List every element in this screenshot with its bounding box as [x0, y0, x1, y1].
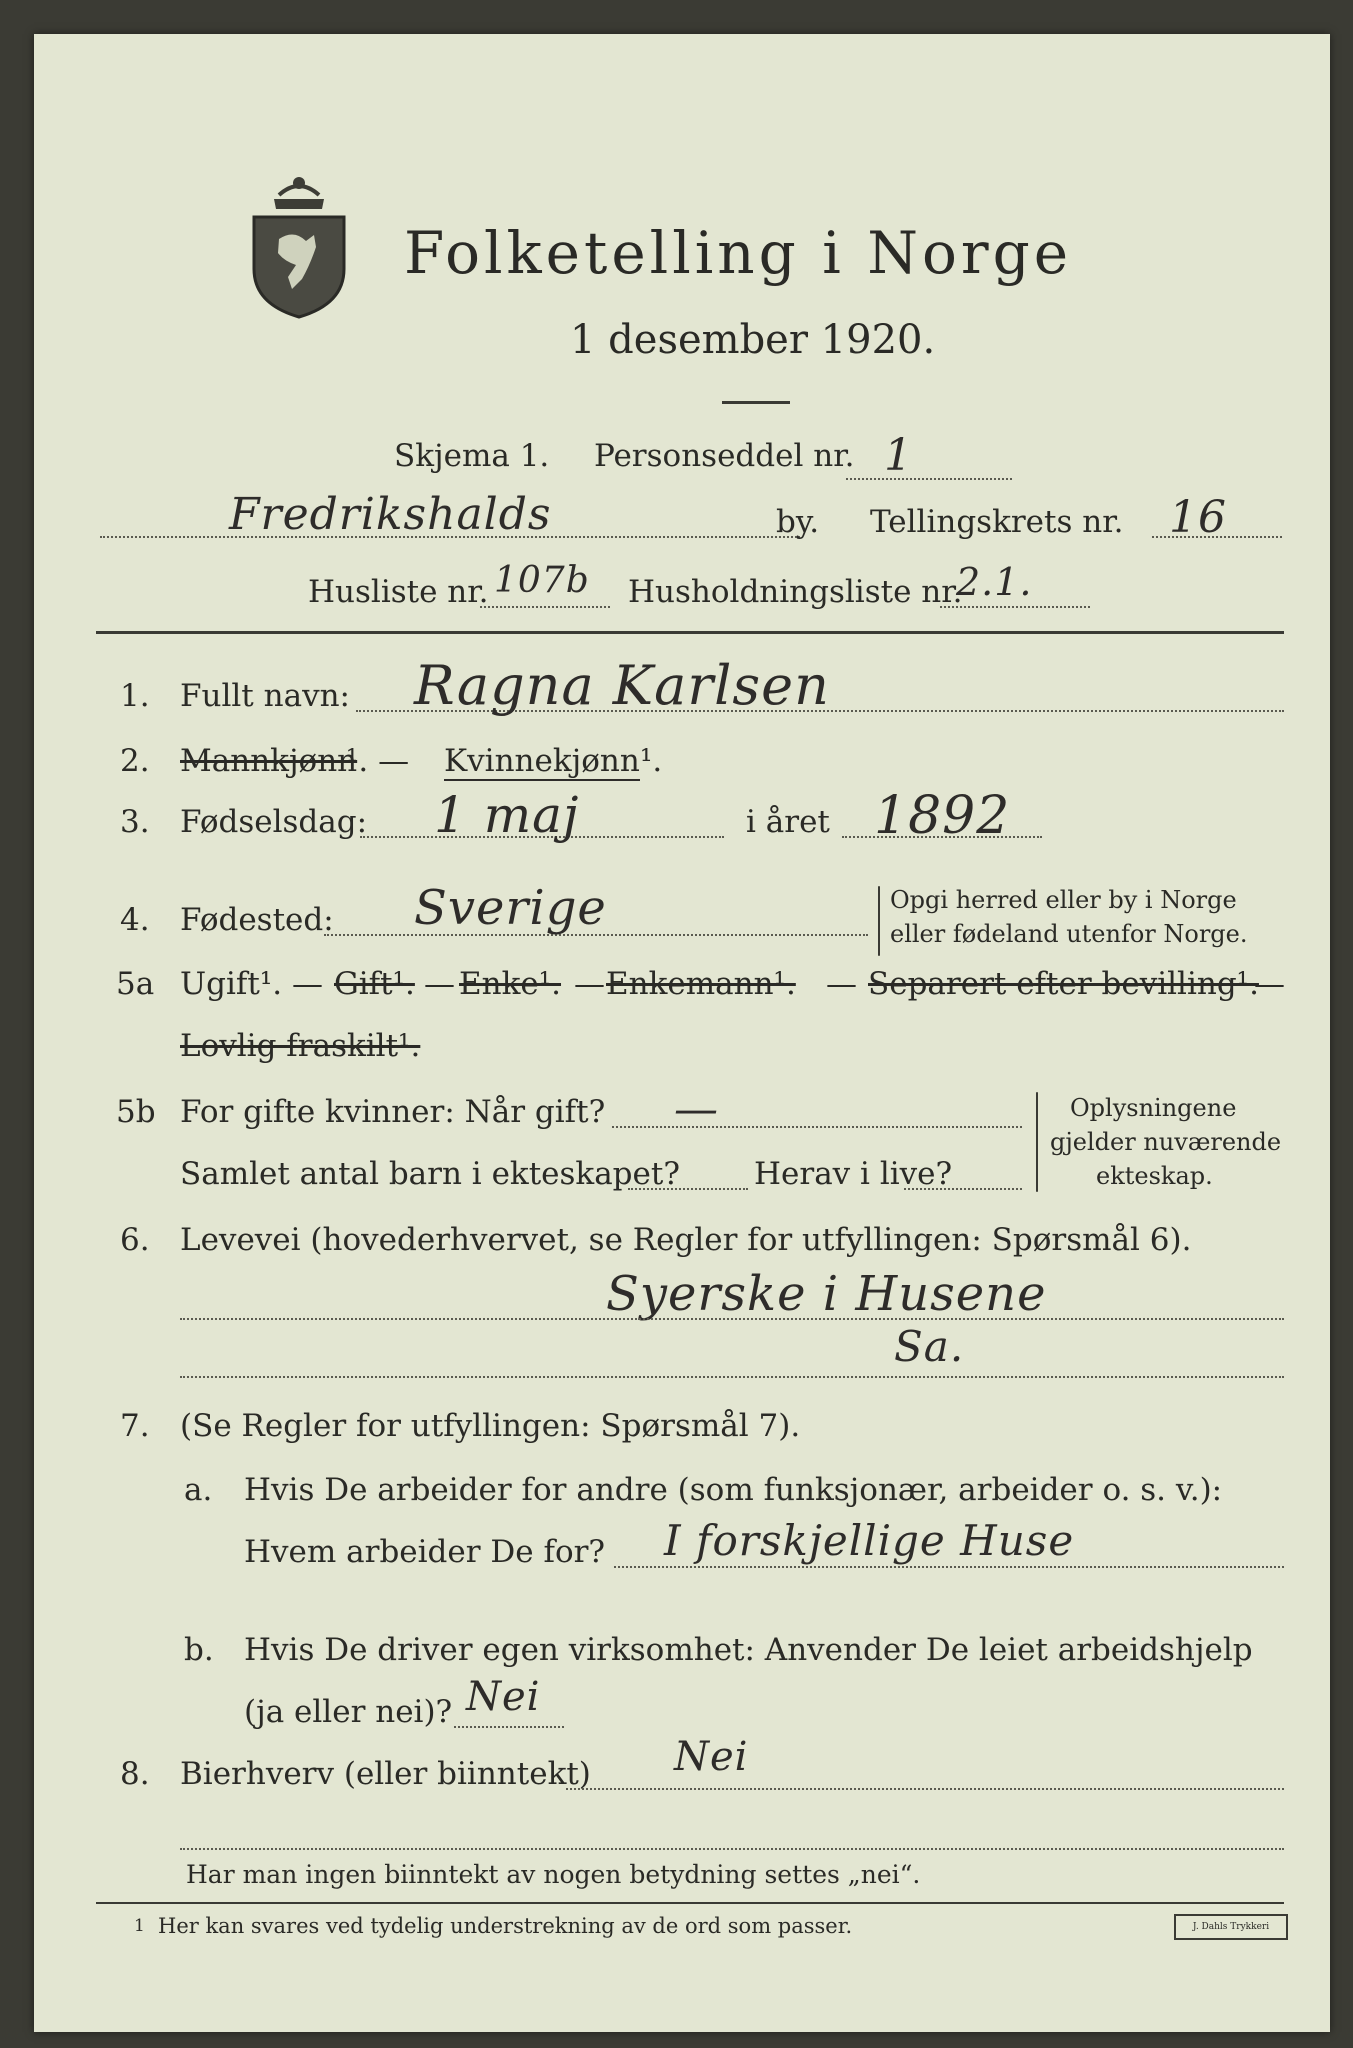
q7b-line: [454, 1726, 564, 1728]
q7b-letter: b.: [184, 1632, 214, 1668]
barn-label: Samlet antal barn i ekteskapet?: [180, 1156, 680, 1192]
coat-of-arms-icon: [244, 169, 354, 319]
q7a-line: [614, 1566, 1284, 1568]
q2-number: 2.: [120, 743, 150, 779]
employer-field[interactable]: I forskjellige Huse: [664, 1516, 1075, 1565]
q8-label: Bierhverv (eller biinntekt): [180, 1756, 591, 1792]
note-text: Har man ingen biinntekt av nogen betydning settes „nei“.: [186, 1860, 921, 1889]
birthday-field[interactable]: 1 maj: [434, 786, 580, 844]
side-income-field[interactable]: Nei: [674, 1734, 749, 1780]
q7b-text: Hvis De driver egen virksomhet: Anvender De leiet arbeidshjelp: [244, 1632, 1253, 1668]
city-value[interactable]: Fredrikshalds: [229, 489, 552, 540]
q4-note-line2: eller fødeland utenfor Norge.: [890, 920, 1248, 948]
q5b-note-line2: gjelder nuværende: [1050, 1128, 1282, 1156]
q5b-note-line1: Oplysningene: [1070, 1094, 1237, 1122]
q1-number: 1.: [120, 678, 150, 714]
q7-label: (Se Regler for utfyllingen: Spørsmål 7).: [180, 1408, 801, 1444]
q8-line2: [180, 1848, 1284, 1850]
option-enkemann[interactable]: Enkemann¹.: [606, 966, 796, 1002]
divider: [722, 401, 790, 404]
footnote-divider: [96, 1902, 1284, 1904]
option-fraskilt[interactable]: Lovlig fraskilt¹.: [180, 1028, 421, 1064]
q7a-question: Hvem arbeider De for?: [244, 1534, 606, 1570]
footnote-text: Her kan svares ved tydelig understrekning av de ord som passer.: [158, 1914, 853, 1938]
personseddel-line: [846, 478, 1012, 480]
option-separert[interactable]: Separert efter bevilling¹.: [868, 966, 1259, 1002]
page-subtitle: 1 desember 1920.: [570, 317, 936, 363]
hired-help-field[interactable]: Nei: [466, 1674, 541, 1720]
aar-label: i året: [746, 804, 830, 840]
option-enke[interactable]: Enke¹.: [459, 966, 562, 1002]
tellingskrets-value[interactable]: 16: [1169, 492, 1227, 543]
option-kvinnekjonn[interactable]: Kvinnekjønn: [444, 743, 640, 779]
husholdning-label: Husholdningsliste nr.: [628, 574, 963, 610]
city-line: [100, 536, 800, 538]
section-divider: [96, 631, 1284, 634]
q6-label: Levevei (hovederhvervet, se Regler for utfyllingen: Spørsmål 6).: [180, 1222, 1192, 1258]
q2-separator: ¹. —: [346, 743, 410, 779]
q4-brace: [878, 886, 880, 956]
birthplace-field[interactable]: Sverige: [414, 880, 607, 936]
occupation-field-2[interactable]: Sa.: [894, 1322, 965, 1371]
option-gift[interactable]: Gift¹.: [334, 966, 415, 1002]
q5b-label: For gifte kvinner: Når gift?: [180, 1094, 606, 1130]
q5a-dash3: —: [826, 966, 857, 1002]
live-label: Herav i live?: [754, 1156, 953, 1192]
footnote-mark: 1: [134, 1916, 145, 1936]
q5a-number: 5a: [116, 966, 155, 1002]
married-date-field[interactable]: —: [674, 1084, 719, 1135]
q8-number: 8.: [120, 1756, 150, 1792]
q6-line2: [180, 1376, 1284, 1378]
q4-number: 4.: [120, 902, 150, 938]
q7b-question: (ja eller nei)?: [244, 1694, 453, 1730]
husliste-value[interactable]: 107b: [494, 560, 590, 601]
q4-label: Fødested:: [180, 902, 334, 938]
q7a-letter: a.: [184, 1472, 213, 1508]
by-label: by.: [776, 504, 820, 540]
q6-line1: [180, 1318, 1284, 1320]
q7-number: 7.: [120, 1408, 150, 1444]
full-name-field[interactable]: Ragna Karlsen: [414, 654, 830, 717]
q3-number: 3.: [120, 804, 150, 840]
page-title: Folketelling i Norge: [404, 219, 1073, 287]
q5a-dash1: —: [424, 966, 455, 1002]
q5b-number: 5b: [116, 1094, 156, 1130]
census-form: [34, 34, 1330, 2032]
q8-line: [566, 1788, 1284, 1790]
tellingskrets-label: Tellingskrets nr.: [870, 504, 1124, 540]
q5b-brace: [1036, 1092, 1038, 1192]
q5a-dash2: —: [574, 966, 605, 1002]
husholdning-value[interactable]: 2.1.: [956, 560, 1033, 604]
q3-label: Fødselsdag:: [180, 804, 368, 840]
option-ugift[interactable]: Ugift¹. —: [180, 966, 323, 1002]
q2-end: ¹.: [640, 743, 663, 779]
personseddel-label: Personseddel nr.: [594, 438, 855, 474]
q4-note-line1: Opgi herred eller by i Norge: [890, 886, 1237, 914]
occupation-field[interactable]: Syerske i Husene: [606, 1266, 1047, 1322]
husliste-label: Husliste nr.: [308, 574, 489, 610]
q6-number: 6.: [120, 1222, 150, 1258]
q1-label: Fullt navn:: [180, 678, 350, 714]
q7a-text: Hvis De arbeider for andre (som funksjonær, arbeider o. s. v.):: [244, 1472, 1223, 1508]
personseddel-value[interactable]: 1: [884, 430, 913, 481]
barn-line: [628, 1188, 748, 1190]
q5b-note-line3: ekteskap.: [1096, 1162, 1213, 1190]
birth-year-field[interactable]: 1892: [874, 786, 1011, 846]
husholdning-line: [940, 606, 1090, 608]
husliste-line: [480, 606, 610, 608]
q5a-dash4: —: [1254, 966, 1285, 1002]
option-mannkjonn[interactable]: Mannkjønn: [180, 743, 358, 779]
live-line: [904, 1188, 1022, 1190]
skjema-label: Skjema 1.: [394, 438, 550, 474]
printer-stamp: J. Dahls Trykkeri: [1174, 1914, 1288, 1940]
